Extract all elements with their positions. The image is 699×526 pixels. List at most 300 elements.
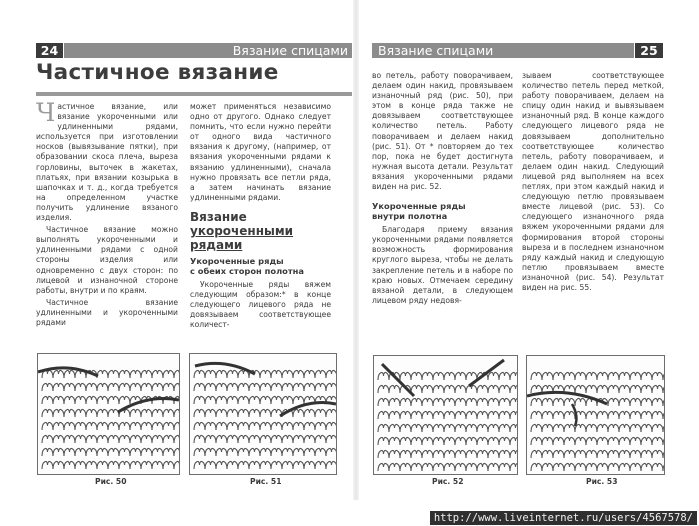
stitch-loop: [216, 436, 227, 443]
paragraph: астичное вязание, или вязание укороченными или удлиненными рядами, используется при изготовлении носков (вывязывание пятки), при образовании скоса плеча, выреза горловины, выточек в жакетах, платьях, при вязании козырька в шапочках и т. д., когда требуется на определенном участке получить удлинение вязаного изделия.: [36, 102, 178, 223]
stitch-loop: [130, 436, 141, 443]
stitch-loop: [531, 386, 542, 393]
stitch-loop: [152, 384, 163, 391]
stitch-loop: [455, 438, 466, 445]
stitch-loop: [238, 449, 249, 456]
stitch-loop: [389, 412, 400, 419]
stitch-loop: [542, 464, 553, 471]
stitch-loop: [163, 436, 174, 443]
stitch-loop: [119, 371, 130, 378]
stitch-loop: [531, 425, 542, 432]
stitch-loop: [260, 436, 271, 443]
dropcap: Ч: [36, 98, 56, 127]
stitch-loop: [260, 384, 271, 391]
stitch-loop: [400, 412, 411, 419]
stitch-loop: [630, 373, 641, 380]
stitch-loop: [152, 423, 163, 430]
stitch-loop: [663, 451, 664, 458]
stitch-loop: [542, 425, 553, 432]
stitch-loop: [205, 410, 216, 417]
stitch-loop: [553, 412, 564, 419]
stitch-loop: [216, 371, 227, 378]
stitch-loop: [293, 462, 304, 469]
stitch-loop: [75, 410, 86, 417]
stitch-loop: [389, 438, 400, 445]
stitch-loop: [619, 373, 630, 380]
stitch-loop: [119, 462, 130, 469]
stitch-loop: [282, 423, 293, 430]
stitch-loop: [619, 451, 630, 458]
stitch-loop: [163, 449, 174, 456]
stitch-loop: [174, 423, 179, 430]
stitch-loop: [641, 386, 652, 393]
stitch-loop: [86, 462, 97, 469]
stitch-loop: [194, 449, 205, 456]
stitch-loop: [97, 397, 108, 404]
stitch-loop: [586, 464, 597, 471]
left-col-1: [36, 98, 178, 330]
stitch-loop: [205, 397, 216, 404]
stitch-loop: [477, 451, 488, 458]
paragraph: Частичное вязание удлиненными и укороченными рядами: [36, 297, 178, 327]
stitch-loop: [119, 397, 130, 404]
stitch-loop: [378, 373, 389, 380]
stitch-loop: [586, 412, 597, 419]
stitch-loop: [326, 410, 336, 417]
title-underline: [36, 92, 352, 96]
stitch-loop: [271, 436, 282, 443]
stitch-loop: [455, 399, 466, 406]
stitch-loop: [378, 438, 389, 445]
stitch-loop: [378, 464, 389, 471]
stitch-loop: [315, 423, 326, 430]
stitch-loop: [422, 399, 433, 406]
stitch-loop: [597, 373, 608, 380]
stitch-loop: [53, 384, 64, 391]
stitch-loop: [630, 464, 641, 471]
stitch-loop: [564, 412, 575, 419]
stitch-loop: [444, 451, 455, 458]
stitch-loop: [389, 425, 400, 432]
stitch-loop: [216, 423, 227, 430]
stitch-loop: [608, 412, 619, 419]
stitch-loop: [152, 371, 163, 378]
stitch-loop: [108, 462, 119, 469]
stitch-loop: [108, 397, 119, 404]
stitch-loop: [238, 423, 249, 430]
stitch-loop: [304, 436, 315, 443]
stitch-loop: [531, 451, 542, 458]
stitch-loop: [488, 464, 499, 471]
stitch-loop: [271, 462, 282, 469]
stitch-loop: [652, 399, 663, 406]
stitch-loop: [619, 386, 630, 393]
knitting-illustration: [527, 356, 664, 474]
stitch-loop: [282, 371, 293, 378]
figure-caption: Рис. 50: [95, 477, 127, 486]
stitch-loop: [455, 373, 466, 380]
stitch-loop: [141, 423, 152, 430]
stitch-loop: [42, 449, 53, 456]
stitch-loop: [282, 397, 293, 404]
stitch-loop: [53, 436, 64, 443]
stitch-loop: [499, 425, 510, 432]
stitch-loop: [152, 462, 163, 469]
stitch-loop: [174, 384, 179, 391]
right-col-1: [372, 71, 513, 308]
stitch-loop: [608, 373, 619, 380]
stitch-loop: [130, 423, 141, 430]
stitch-loop: [411, 451, 422, 458]
stitch-loop: [499, 438, 510, 445]
stitch-loop: [271, 384, 282, 391]
stitch-loop: [216, 384, 227, 391]
stitch-loop: [315, 449, 326, 456]
stitch-loop: [608, 399, 619, 406]
stitch-loop: [531, 412, 542, 419]
stitch-loop: [411, 399, 422, 406]
stitch-loop: [433, 412, 444, 419]
stitch-loop: [641, 451, 652, 458]
stitch-loop: [260, 371, 271, 378]
stitch-loop: [488, 438, 499, 445]
stitch-loop: [86, 423, 97, 430]
stitch-loop: [108, 384, 119, 391]
stitch-loop: [531, 438, 542, 445]
stitch-loop: [389, 464, 400, 471]
stitch-loop: [249, 449, 260, 456]
stitch-loop: [216, 462, 227, 469]
stitch-loop: [194, 410, 205, 417]
stitch-loop: [152, 410, 163, 417]
stitch-loop: [531, 464, 542, 471]
stitch-loop: [553, 425, 564, 432]
stitch-loop: [64, 449, 75, 456]
stitch-loop: [542, 412, 553, 419]
stitch-loop: [141, 449, 152, 456]
stitch-loop: [75, 436, 86, 443]
stitch-loop: [499, 386, 510, 393]
stitch-loop: [510, 399, 517, 406]
stitch-loop: [304, 462, 315, 469]
stitch-loop: [477, 412, 488, 419]
stitch-loop: [227, 397, 238, 404]
stitch-loop: [238, 436, 249, 443]
left-running-header: Вязание спицами: [64, 43, 352, 58]
stitch-loop: [205, 423, 216, 430]
figure-50: [37, 353, 180, 475]
stitch-loop: [619, 425, 630, 432]
stitch-loop: [97, 423, 108, 430]
stitch-loop: [411, 386, 422, 393]
stitch-loop: [411, 412, 422, 419]
stitch-loop: [422, 438, 433, 445]
stitch-loop: [663, 399, 664, 406]
stitch-loop: [293, 384, 304, 391]
book-gutter: [353, 0, 359, 500]
stitch-loop: [444, 412, 455, 419]
stitch-loop: [433, 399, 444, 406]
stitch-loop: [630, 412, 641, 419]
subsection-heading: Укороченные ряды с обеих сторон полотна: [190, 255, 305, 276]
stitch-loop: [86, 449, 97, 456]
stitch-loop: [422, 373, 433, 380]
stitch-loop: [130, 449, 141, 456]
stitch-loop: [326, 423, 336, 430]
stitch-loop: [466, 373, 477, 380]
stitch-loop: [477, 386, 488, 393]
stitch-loop: [531, 399, 542, 406]
stitch-loop: [663, 464, 664, 471]
stitch-loop: [249, 410, 260, 417]
figure-51: [189, 353, 337, 475]
stitch-loop: [315, 384, 326, 391]
stitch-loop: [466, 438, 477, 445]
stitch-loop: [216, 410, 227, 417]
stitch-loop: [488, 412, 499, 419]
stitch-loop: [53, 449, 64, 456]
section-heading: Вязание укороченными рядами: [190, 209, 294, 252]
stitch-loop: [304, 423, 315, 430]
stitch-loop: [663, 438, 664, 445]
stitch-loop: [216, 449, 227, 456]
stitch-loop: [163, 371, 174, 378]
stitch-loop: [194, 436, 205, 443]
stitch-loop: [64, 371, 75, 378]
stitch-loop: [575, 438, 586, 445]
stitch-loop: [205, 436, 216, 443]
stitch-loop: [194, 371, 205, 378]
stitch-loop: [53, 397, 64, 404]
stitch-loop: [542, 399, 553, 406]
stitch-loop: [293, 423, 304, 430]
stitch-loop: [141, 462, 152, 469]
stitch-loop: [108, 449, 119, 456]
stitch-loop: [531, 373, 542, 380]
stitch-loop: [97, 371, 108, 378]
stitch-loop: [64, 384, 75, 391]
stitch-loop: [326, 449, 336, 456]
stitch-loop: [75, 462, 86, 469]
stitch-loop: [64, 436, 75, 443]
stitch-loop: [630, 438, 641, 445]
stitch-loop: [477, 425, 488, 432]
stitch-loop: [282, 449, 293, 456]
stitch-loop: [597, 451, 608, 458]
stitch-loop: [433, 373, 444, 380]
stitch-loop: [433, 438, 444, 445]
right-page-number: 25: [635, 43, 663, 58]
stitch-loop: [652, 373, 663, 380]
stitch-loop: [326, 462, 336, 469]
stitch-loop: [575, 425, 586, 432]
stitch-loop: [411, 464, 422, 471]
knitting-illustration: [190, 354, 336, 474]
stitch-loop: [510, 386, 517, 393]
stitch-loop: [53, 423, 64, 430]
stitch-loop: [163, 410, 174, 417]
stitch-loop: [411, 438, 422, 445]
stitch-loop: [455, 412, 466, 419]
stitch-loop: [663, 425, 664, 432]
stitch-loop: [194, 462, 205, 469]
stitch-loop: [444, 464, 455, 471]
stitch-loop: [444, 373, 455, 380]
stitch-loop: [564, 373, 575, 380]
stitch-loop: [141, 436, 152, 443]
subsection-heading: Укороченные ряды внутри полотна: [372, 201, 466, 222]
stitch-loop: [293, 449, 304, 456]
paragraph: зываем соответствующее количество петель перед меткой, работу поворачиваем, делаем на спицу один накид и вывязываем изнаночный ряд. В конце каждого следующего лицевого ряда не довязываем дополнительно соответствующее количество петель, работу поворачиваем, и делаем один накид. Следующий лицевой ряд выполняем на всех петлях, при этом каждый накид и следующую петлю провязываем вместе лицевой (рис. 53). Со следующего изнаночного ряда вяжем укороченными рядами для формирования второй стороны выреза и в последнем изнаночном ряду каждый накид и следующую петлю провязываем вместе изнаночной (рис. 54). Результат виден на рис. 55.: [522, 71, 664, 292]
stitch-loop: [488, 425, 499, 432]
stitch-loop: [282, 384, 293, 391]
stitch-loop: [411, 373, 422, 380]
stitch-loop: [271, 449, 282, 456]
figure-caption: Рис. 51: [250, 477, 282, 486]
stitch-loop: [260, 462, 271, 469]
stitch-loop: [108, 371, 119, 378]
stitch-loop: [641, 464, 652, 471]
stitch-loop: [444, 399, 455, 406]
stitch-loop: [444, 425, 455, 432]
stitch-loop: [466, 399, 477, 406]
stitch-loop: [227, 449, 238, 456]
figure-53: [526, 355, 665, 475]
stitch-loop: [108, 410, 119, 417]
stitch-loop: [108, 423, 119, 430]
stitch-loop: [205, 462, 216, 469]
stitch-loop: [174, 449, 179, 456]
stitch-loop: [42, 462, 53, 469]
stitch-loop: [205, 449, 216, 456]
stitch-loop: [53, 410, 64, 417]
stitch-loop: [499, 451, 510, 458]
stitch-loop: [608, 438, 619, 445]
stitch-loop: [97, 436, 108, 443]
stitch-loop: [42, 423, 53, 430]
stitch-loop: [597, 412, 608, 419]
stitch-loop: [42, 397, 53, 404]
stitch-loop: [586, 373, 597, 380]
stitch-loop: [163, 384, 174, 391]
stitch-loop: [652, 425, 663, 432]
stitch-loop: [422, 464, 433, 471]
stitch-loop: [378, 399, 389, 406]
stitch-loop: [378, 412, 389, 419]
stitch-loop: [510, 373, 517, 380]
stitch-loop: [227, 436, 238, 443]
stitch-loop: [249, 462, 260, 469]
stitch-loop: [271, 371, 282, 378]
stitch-loop: [249, 423, 260, 430]
stitch-loop: [630, 451, 641, 458]
stitch-loop: [86, 436, 97, 443]
stitch-loop: [422, 451, 433, 458]
stitch-loop: [141, 410, 152, 417]
stitch-loop: [608, 386, 619, 393]
stitch-loop: [130, 410, 141, 417]
stitch-loop: [249, 397, 260, 404]
stitch-loop: [389, 451, 400, 458]
stitch-loop: [194, 423, 205, 430]
stitch-loop: [477, 399, 488, 406]
stitch-loop: [433, 451, 444, 458]
stitch-loop: [260, 397, 271, 404]
left-col-2: [190, 102, 331, 332]
stitch-loop: [510, 425, 517, 432]
stitch-loop: [608, 425, 619, 432]
stitch-loop: [400, 438, 411, 445]
stitch-loop: [619, 399, 630, 406]
stitch-loop: [553, 464, 564, 471]
stitch-loop: [174, 462, 179, 469]
stitch-loop: [238, 410, 249, 417]
stitch-loop: [619, 464, 630, 471]
stitch-loop: [542, 451, 553, 458]
stitch-loop: [553, 438, 564, 445]
stitch-loop: [433, 386, 444, 393]
stitch-loop: [630, 386, 641, 393]
stitch-loop: [455, 386, 466, 393]
stitch-loop: [400, 399, 411, 406]
stitch-loop: [597, 438, 608, 445]
stitch-loop: [597, 425, 608, 432]
stitch-loop: [315, 462, 326, 469]
stitch-loop: [205, 384, 216, 391]
stitch-loop: [564, 464, 575, 471]
stitch-loop: [608, 451, 619, 458]
figure-caption: Рис. 53: [586, 477, 618, 486]
paragraph: во петель, работу поворачиваем, делаем один накид, провязываем изнаночный ряд (рис. 50), при этом в конце ряда также не довязываем соответствующее количество петель. Работу поворачиваем и делаем накид (рис. 51). От * повторяем до тех пор, пока не будет достигнута нужная высота детали. Результат вязания укороченными рядами виден на рис. 52.: [372, 71, 513, 192]
stitch-loop: [586, 425, 597, 432]
paragraph: Укороченные ряды вяжем следующим образом:* в конце следующего лицевого ряда не довязываем соответствующее количест-: [190, 279, 331, 330]
stitch-loop: [389, 386, 400, 393]
stitch-loop: [75, 397, 86, 404]
stitch-loop: [130, 371, 141, 378]
stitch-loop: [499, 399, 510, 406]
stitch-loop: [466, 451, 477, 458]
stitch-loop: [326, 436, 336, 443]
stitch-loop: [260, 423, 271, 430]
stitch-loop: [455, 451, 466, 458]
stitch-loop: [64, 410, 75, 417]
stitch-loop: [564, 438, 575, 445]
stitch-loop: [174, 436, 179, 443]
stitch-loop: [119, 384, 130, 391]
stitch-loop: [64, 423, 75, 430]
stitch-loop: [586, 451, 597, 458]
stitch-loop: [433, 425, 444, 432]
stitch-loop: [119, 423, 130, 430]
stitch-loop: [97, 410, 108, 417]
stitch-loop: [641, 399, 652, 406]
stitch-loop: [75, 449, 86, 456]
stitch-loop: [163, 462, 174, 469]
stitch-loop: [53, 462, 64, 469]
figure-caption: Рис. 52: [432, 477, 464, 486]
paragraph: Благодаря приему вязания укороченными рядами появляется возможность формирования круглого выреза, чтобы не делать закрепление петель и в наборе по краю новых. Отмечаем середину вязаной детали, в следующем лицевом ряду недовя-: [372, 225, 513, 305]
stitch-loop: [652, 464, 663, 471]
stitch-loop: [564, 451, 575, 458]
stitch-loop: [444, 438, 455, 445]
stitch-loop: [466, 425, 477, 432]
stitch-loop: [575, 451, 586, 458]
stitch-loop: [194, 397, 205, 404]
stitch-loop: [400, 464, 411, 471]
stitch-loop: [227, 371, 238, 378]
stitch-loop: [86, 384, 97, 391]
stitch-loop: [238, 397, 249, 404]
